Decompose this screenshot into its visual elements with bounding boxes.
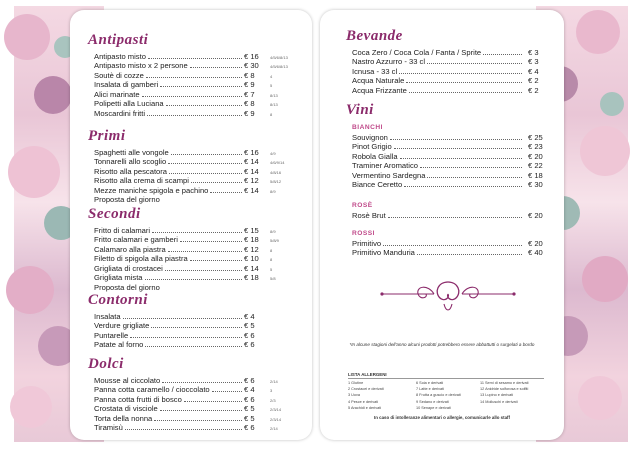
menu-item-name: Biance Ceretto bbox=[352, 180, 403, 190]
wine-item-row bbox=[352, 152, 542, 161]
menu-item-leader bbox=[191, 182, 242, 183]
allergen-item: 1 Glutine bbox=[348, 381, 364, 385]
menu-item-leader bbox=[145, 279, 242, 280]
menu-item-leader bbox=[146, 77, 242, 78]
menu-item-price: € 14 bbox=[244, 157, 259, 167]
menu-item-price: € 16 bbox=[244, 52, 259, 61]
menu-item-allergens: 2/3 bbox=[270, 397, 276, 403]
wine-item-row bbox=[352, 239, 542, 248]
menu-item-name: Rosè Brut bbox=[352, 211, 386, 220]
menu-item-row bbox=[94, 331, 294, 340]
menu-item-allergens: 2/3/14 bbox=[270, 416, 282, 422]
menu-item-price: € 9 bbox=[244, 80, 255, 90]
menu-item-row bbox=[94, 52, 294, 61]
menu-item-leader bbox=[409, 92, 522, 93]
allergen-item: 14 Molluschi e derivati bbox=[480, 399, 518, 404]
menu-item-price: € 2 bbox=[528, 85, 539, 95]
menu-item-leader bbox=[152, 232, 242, 233]
menu-item-leader bbox=[148, 58, 242, 59]
menu-item-name: Primitivo bbox=[352, 239, 382, 248]
menu-item-leader bbox=[151, 327, 242, 328]
menu-item-name: Tiramisù bbox=[94, 423, 123, 433]
floral-flower-icon bbox=[580, 126, 630, 176]
flourish-ornament-icon bbox=[378, 276, 518, 316]
menu-item-row bbox=[94, 235, 294, 244]
allergen-item: 9 Sedano e derivati bbox=[416, 399, 449, 404]
menu-item-price: € 8 bbox=[244, 70, 255, 80]
menu-item-row bbox=[94, 423, 294, 432]
allergen-item: 13 Lupino e derivati bbox=[480, 393, 514, 398]
menu-item-allergens: 2/3/14 bbox=[270, 407, 282, 413]
menu-item-price: € 6 bbox=[244, 394, 255, 404]
menu-item-leader bbox=[399, 73, 522, 74]
menu-item-name: Nastro Azzurro - 33 cl bbox=[352, 57, 426, 67]
menu-item-allergens: 4/6/9/14 bbox=[270, 160, 285, 166]
menu-item-name: Grigliata mista bbox=[94, 273, 143, 283]
menu-item-leader bbox=[160, 86, 242, 87]
floral-flower-icon bbox=[600, 92, 624, 116]
menu-item-price: € 14 bbox=[244, 166, 259, 176]
menu-item-allergens: 4/9 bbox=[270, 151, 276, 156]
menu-item-row bbox=[94, 176, 294, 185]
menu-item-price: € 15 bbox=[244, 226, 259, 235]
allergen-item: 8 Frutta a guscio e derivati bbox=[416, 393, 461, 398]
menu-item-name: Grigliata di crostacei bbox=[94, 263, 163, 273]
floral-flower-icon bbox=[4, 14, 50, 60]
menu-item-price: € 23 bbox=[528, 142, 543, 152]
menu-item-name: Icnusa - 33 cl bbox=[352, 66, 398, 76]
section-title-dolci: Dolci bbox=[88, 356, 124, 372]
menu-item-row bbox=[94, 321, 294, 330]
seasonal-note: *In alcune stagioni dell'anno alcuni prodotti potrebbero essere abbattutti o surgelati a bordo bbox=[349, 342, 535, 347]
menu-item-leader bbox=[142, 96, 242, 97]
menu-item-leader bbox=[190, 67, 242, 68]
drink-item-row bbox=[352, 86, 542, 95]
wine-item-row bbox=[352, 142, 542, 151]
drink-item-row bbox=[352, 67, 542, 76]
menu-item-name: Fritto calamari e gamberi bbox=[94, 235, 178, 245]
menu-item-price: € 6 bbox=[244, 340, 255, 350]
menu-item-name: Polipetti alla Luciana bbox=[94, 99, 164, 109]
menu-item-name: Fritto di calamari bbox=[94, 226, 151, 235]
menu-item-leader bbox=[180, 241, 242, 242]
menu-item-row bbox=[94, 245, 294, 254]
menu-item-row bbox=[94, 109, 294, 118]
menu-item-price: € 40 bbox=[528, 248, 543, 258]
menu-item-price: € 16 bbox=[244, 148, 259, 157]
menu-item-row bbox=[94, 71, 294, 80]
menu-item-price: € 5 bbox=[244, 321, 255, 331]
menu-item-allergens: 8/13 bbox=[270, 92, 278, 98]
menu-item-row bbox=[94, 273, 294, 282]
menu-item-leader bbox=[171, 154, 242, 155]
menu-item-price: € 4 bbox=[244, 385, 255, 395]
floral-flower-icon bbox=[576, 10, 620, 54]
floral-flower-icon bbox=[8, 146, 60, 198]
menu-item-leader bbox=[130, 337, 242, 338]
menu-item-leader bbox=[190, 260, 242, 261]
menu-item-leader bbox=[400, 158, 522, 159]
menu-item-allergens: 4/8/16 bbox=[270, 169, 282, 175]
menu-item-allergens: 8 bbox=[270, 247, 273, 253]
menu-item-leader bbox=[420, 167, 522, 168]
wine-item-row bbox=[352, 161, 542, 170]
drink-item-row bbox=[352, 48, 542, 57]
floral-flower-icon bbox=[582, 256, 628, 302]
menu-page-right bbox=[320, 10, 564, 440]
menu-item-name: Risotto alla pescatora bbox=[94, 166, 168, 176]
menu-item-name: Moscardini fritti bbox=[94, 108, 146, 118]
menu-item-row bbox=[94, 186, 294, 195]
floral-flower-icon bbox=[6, 266, 54, 314]
wine-group-1: ROSÈ bbox=[352, 202, 373, 209]
menu-item-price: € 10 bbox=[244, 254, 259, 264]
menu-item-allergens: 8 bbox=[270, 111, 273, 117]
menu-item-price: € 20 bbox=[528, 211, 543, 220]
menu-item-leader bbox=[404, 186, 522, 187]
menu-item-row bbox=[94, 226, 294, 235]
menu-item-row bbox=[94, 167, 294, 176]
menu-item-name: Antipasto misto x 2 persone bbox=[94, 61, 188, 71]
menu-item-leader bbox=[154, 420, 242, 421]
menu-item-price: € 14 bbox=[244, 185, 259, 195]
menu-item-price: € 5 bbox=[244, 413, 255, 423]
menu-item-leader bbox=[160, 410, 242, 411]
menu-item-leader bbox=[417, 254, 522, 255]
menu-item-allergens: 2/14 bbox=[270, 379, 278, 384]
menu-item-price: € 7 bbox=[244, 89, 255, 99]
allergen-item: 7 Latte e derivati bbox=[416, 387, 445, 392]
menu-item-allergens: 3 bbox=[270, 388, 273, 394]
menu-item-row bbox=[94, 340, 294, 349]
menu-item-leader bbox=[145, 346, 242, 347]
menu-item-leader bbox=[166, 105, 242, 106]
menu-item-row bbox=[94, 376, 294, 385]
menu-item-allergens: 5 bbox=[270, 83, 273, 89]
menu-item-price: € 18 bbox=[244, 273, 259, 283]
menu-item-name: Torta della nonna bbox=[94, 413, 153, 423]
menu-item-price: € 12 bbox=[244, 176, 259, 186]
menu-item-name: Traminer Aromatico bbox=[352, 161, 418, 171]
menu-item-price: € 30 bbox=[244, 61, 259, 71]
menu-item-row bbox=[94, 312, 294, 321]
menu-item-name: Risotto alla crema di scampi bbox=[94, 176, 189, 186]
section-title-bevande: Bevande bbox=[346, 28, 403, 44]
menu-item-name: Crostata di visciole bbox=[94, 404, 158, 414]
menu-item-row bbox=[94, 404, 294, 413]
menu-item-name: Tonnarelli allo scoglio bbox=[94, 157, 167, 167]
menu-item-name: Filetto di spigola alla piastra bbox=[94, 254, 188, 264]
menu-item-row bbox=[94, 90, 294, 99]
menu-item-price: € 25 bbox=[528, 133, 543, 142]
menu-item-price: € 18 bbox=[244, 235, 259, 245]
menu-item-name: Proposta del giorno bbox=[94, 282, 160, 292]
section-title-antipasti: Antipasti bbox=[88, 32, 149, 48]
menu-item-leader bbox=[390, 139, 522, 140]
menu-item-row bbox=[94, 395, 294, 404]
menu-item-leader bbox=[383, 245, 522, 246]
menu-item-name: Puntarelle bbox=[94, 330, 129, 340]
menu-item-allergens: 4/5/6/8/13 bbox=[270, 55, 288, 60]
menu-item-price: € 6 bbox=[244, 376, 255, 385]
allergen-item: 3 Uova bbox=[348, 393, 361, 398]
menu-item-leader bbox=[169, 173, 242, 174]
menu-item-row bbox=[94, 385, 294, 394]
menu-item-leader bbox=[184, 401, 242, 402]
menu-item-price: € 18 bbox=[528, 170, 543, 180]
menu-item-leader bbox=[168, 251, 242, 252]
menu-item-name: Souvignon bbox=[352, 133, 388, 142]
section-title-secondi: Secondi bbox=[88, 206, 141, 222]
menu-item-name: Panna cotta caramello / cioccolato bbox=[94, 385, 210, 395]
menu-item-leader bbox=[210, 192, 242, 193]
section-title-vini: Vini bbox=[346, 102, 374, 118]
floral-flower-icon bbox=[34, 76, 72, 114]
allergens-title: LISTA ALLERGENI bbox=[348, 372, 387, 377]
wine-group-2: ROSSI bbox=[352, 230, 376, 237]
menu-item-price: € 14 bbox=[244, 263, 259, 273]
wine-item-row bbox=[352, 133, 542, 142]
menu-item-name: Mousse al ciccolato bbox=[94, 376, 161, 385]
floral-flower-icon bbox=[10, 386, 52, 428]
menu-page-left bbox=[70, 10, 312, 440]
menu-item-allergens: 5/8/9 bbox=[270, 238, 279, 244]
menu-item-allergens: 4 bbox=[270, 73, 273, 79]
menu-item-leader bbox=[212, 391, 242, 392]
menu-item-leader bbox=[427, 177, 522, 178]
menu-item-name: Pinot Grigio bbox=[352, 142, 392, 152]
menu-item-price: € 12 bbox=[244, 244, 259, 254]
menu-item-price: € 2 bbox=[528, 76, 539, 86]
menu-item-price: € 6 bbox=[244, 423, 255, 433]
allergen-item: 5 Arachidi e derivati bbox=[348, 405, 382, 410]
menu-item-name: Proposta del giorno bbox=[94, 195, 160, 205]
allergen-item: 11 Semi di sesamo e derivati bbox=[480, 381, 529, 385]
floral-flower-icon bbox=[578, 376, 622, 420]
allergen-item: 10 Senape e derivati bbox=[416, 405, 451, 410]
menu-item-price: € 4 bbox=[244, 312, 255, 321]
menu-item-row bbox=[94, 157, 294, 166]
menu-item-name: Insalata di gamberi bbox=[94, 80, 159, 90]
menu-item-name: Acqua Naturale bbox=[352, 76, 405, 86]
menu-item-row bbox=[94, 414, 294, 423]
menu-item-price: € 30 bbox=[528, 180, 543, 190]
menu-item-name: Panna cotta frutti di bosco bbox=[94, 394, 182, 404]
menu-item-leader bbox=[394, 148, 522, 149]
menu-item-allergens: 5/8 bbox=[270, 276, 276, 282]
wine-item-row bbox=[352, 211, 542, 220]
staff-footer-note: In caso di intolleranze alimentari o allergie, comunicarle allo staff bbox=[374, 415, 510, 420]
wine-group-0: BIANCHI bbox=[352, 124, 383, 131]
menu-item-row bbox=[94, 148, 294, 157]
menu-item-price: € 22 bbox=[528, 161, 543, 171]
wine-item-row bbox=[352, 248, 542, 257]
allergen-item: 4 Pesce e derivati bbox=[348, 399, 379, 404]
menu-item-leader bbox=[483, 54, 522, 55]
menu-item-price: € 5 bbox=[244, 404, 255, 414]
menu-item-name: Antipasto misto bbox=[94, 52, 146, 61]
menu-item-allergens: 8/9 bbox=[270, 188, 276, 194]
menu-item-price: € 8 bbox=[244, 99, 255, 109]
menu-item-name: Verdure grigliate bbox=[94, 321, 150, 331]
menu-item-allergens: 8/13 bbox=[270, 102, 278, 108]
menu-item-leader bbox=[123, 318, 242, 319]
menu-item-row bbox=[94, 99, 294, 108]
drink-item-row bbox=[352, 57, 542, 66]
menu-item-name: Patate al forno bbox=[94, 340, 144, 350]
allergens-divider bbox=[348, 378, 544, 379]
menu-item-price: € 6 bbox=[244, 330, 255, 340]
menu-item-name: Calamaro alla piastra bbox=[94, 244, 166, 254]
menu-item-name: Alici marinate bbox=[94, 89, 140, 99]
menu-item-row bbox=[94, 61, 294, 70]
menu-item-allergens: 5 bbox=[270, 266, 273, 272]
menu-item-row bbox=[94, 264, 294, 273]
menu-item-name: Spaghetti alle vongole bbox=[94, 148, 169, 157]
section-title-contorni: Contorni bbox=[88, 292, 148, 308]
menu-item-leader bbox=[427, 63, 522, 64]
menu-item-name: Coca Zero / Coca Cola / Fanta / Sprite bbox=[352, 48, 482, 57]
wine-item-row bbox=[352, 171, 542, 180]
menu-item-name: Vermentino Sardegna bbox=[352, 170, 426, 180]
menu-item-leader bbox=[147, 115, 242, 116]
allergen-item: 6 Soia e derivati bbox=[416, 381, 444, 385]
menu-item-row bbox=[94, 80, 294, 89]
menu-item-allergens: 4/5/6/8/13 bbox=[270, 64, 288, 70]
menu-item-leader bbox=[168, 163, 242, 164]
menu-item-price: € 4 bbox=[528, 66, 539, 76]
menu-item-price: € 9 bbox=[244, 108, 255, 118]
menu-item-price: € 20 bbox=[528, 239, 543, 248]
allergen-item: 2 Crostacei e derivati bbox=[348, 387, 384, 392]
menu-item-leader bbox=[125, 429, 242, 430]
wine-item-row bbox=[352, 180, 542, 189]
menu-item-allergens: 5/8/12 bbox=[270, 179, 282, 185]
menu-item-leader bbox=[406, 82, 522, 83]
menu-item-leader bbox=[162, 382, 242, 383]
menu-item-allergens: 2/14 bbox=[270, 426, 278, 432]
menu-item-name: Mezze maniche spigola e pachino bbox=[94, 185, 209, 195]
menu-item-name: Robola Gialla bbox=[352, 151, 398, 161]
menu-item-name: Primitivo Manduria bbox=[352, 248, 415, 258]
menu-item-price: € 3 bbox=[528, 57, 539, 67]
menu-item-name: Soutè di cozze bbox=[94, 70, 144, 80]
menu-item-allergens: 8 bbox=[270, 257, 273, 263]
menu-item-row bbox=[94, 254, 294, 263]
menu-item-name: Acqua Frizzante bbox=[352, 85, 407, 95]
section-title-primi: Primi bbox=[88, 128, 126, 144]
menu-item-price: € 20 bbox=[528, 151, 543, 161]
menu-item-leader bbox=[165, 270, 242, 271]
menu-item-row bbox=[94, 283, 294, 292]
allergen-item: 12 Anidride solforosa e solfiti bbox=[480, 387, 529, 392]
menu-item-leader bbox=[388, 217, 522, 218]
menu-item-allergens: 8/9 bbox=[270, 229, 276, 234]
menu-item-row bbox=[94, 195, 294, 204]
menu-item-price: € 3 bbox=[528, 48, 539, 57]
drink-item-row bbox=[352, 76, 542, 85]
menu-item-name: Insalata bbox=[94, 312, 121, 321]
